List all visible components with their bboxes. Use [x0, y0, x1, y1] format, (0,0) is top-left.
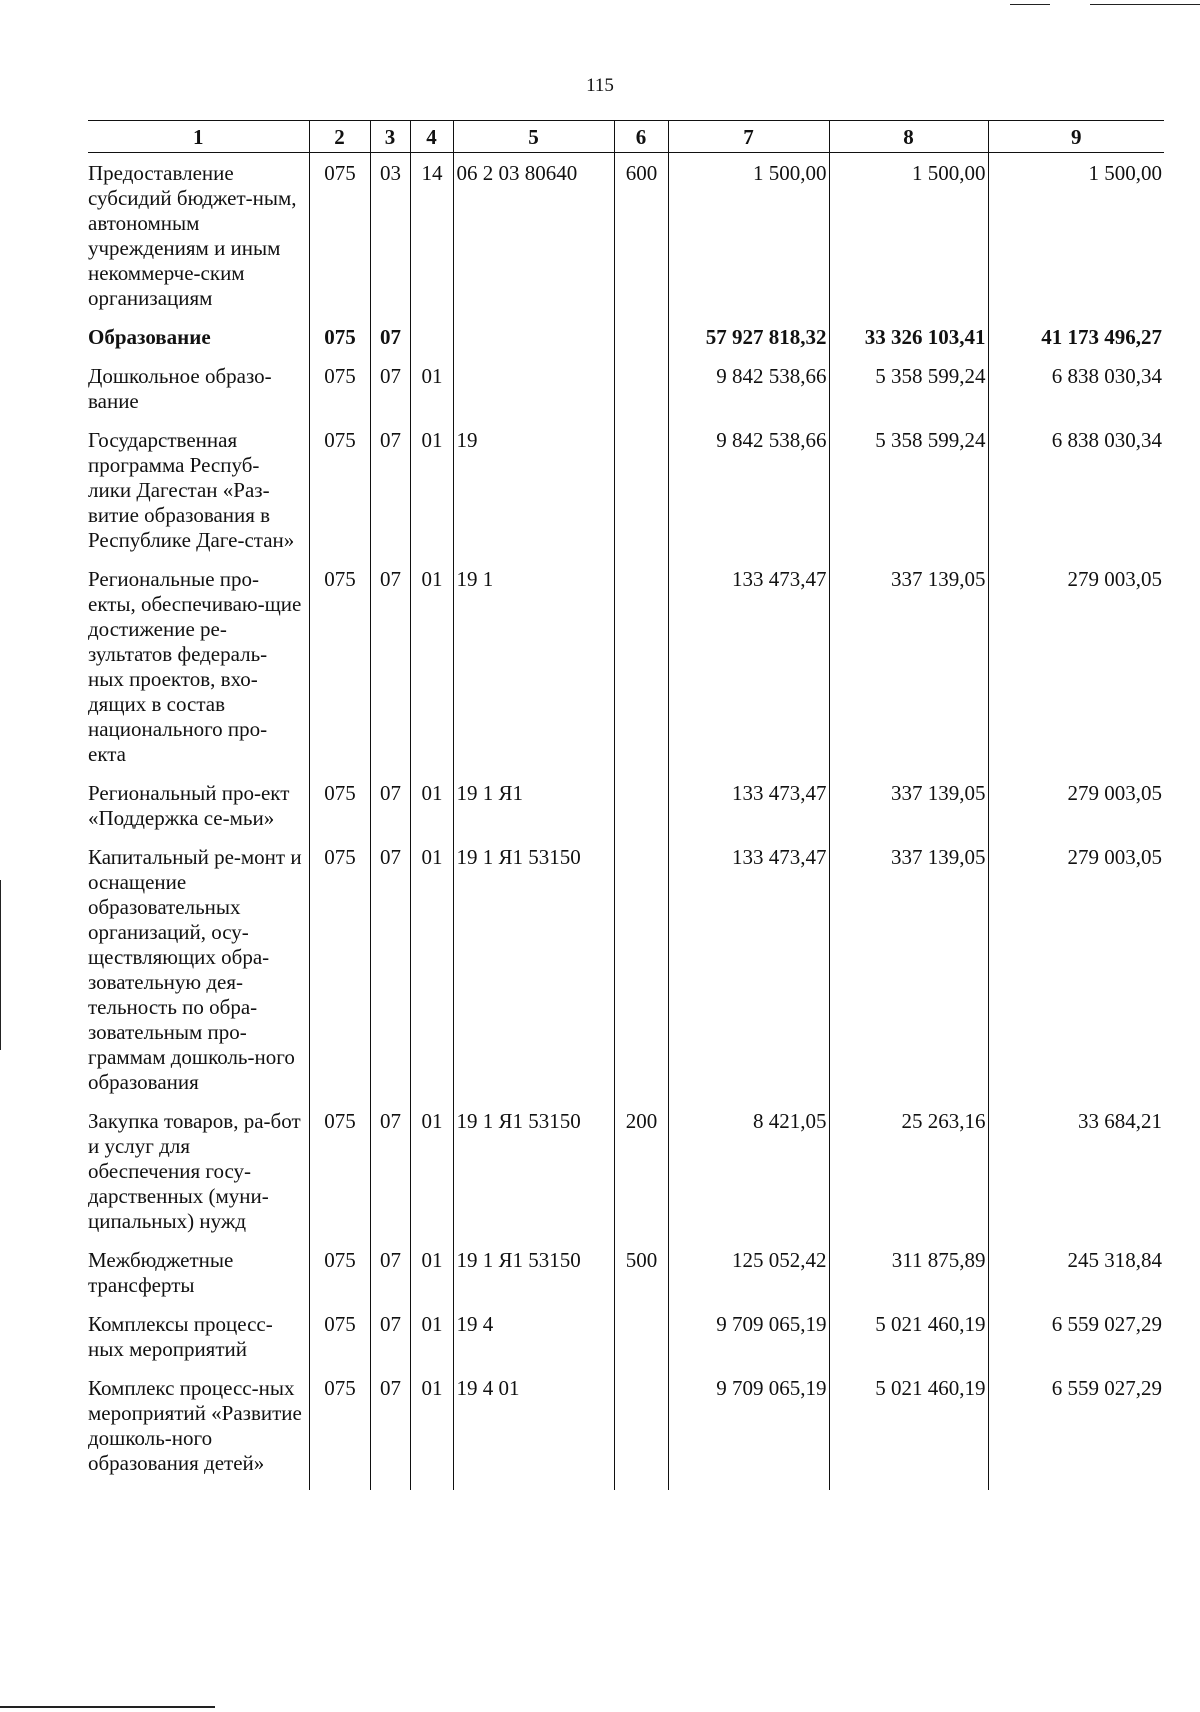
cell-col-6: 200: [614, 1109, 668, 1248]
cell-col-7: 1 500,00: [668, 153, 829, 326]
cell-col-2: 075: [309, 153, 370, 326]
cell-col-4: 14: [410, 153, 453, 326]
scan-mark-bottom: [0, 1706, 215, 1708]
column-header: 7: [668, 121, 829, 153]
table-row: [88, 567, 1164, 781]
cell-col-9: 41 173 496,27: [988, 325, 1164, 364]
table-row: [88, 153, 1164, 326]
cell-col-2: 075: [309, 325, 370, 364]
table-body: [88, 153, 1164, 1491]
cell-col-3: 07: [370, 325, 410, 364]
row-label: Региональный про-ект «Поддержка се-мьи»: [88, 781, 290, 830]
cell-col-3: 07: [370, 1248, 410, 1312]
table-row: [88, 1109, 1164, 1248]
cell-col-3: 07: [370, 1109, 410, 1248]
cell-col-2: 075: [309, 781, 370, 845]
row-label: Региональные про-екты, обеспечиваю-щие достижение ре-зультатов федераль-ных проектов, вхо-дящих в состав национального про-екта: [88, 567, 302, 766]
cell-col-7: 133 473,47: [668, 845, 829, 1109]
cell-col-3: 07: [370, 845, 410, 1109]
cell-col-8: 337 139,05: [829, 781, 988, 845]
cell-col-7: 133 473,47: [668, 781, 829, 845]
cell-col-4: 01: [410, 1312, 453, 1376]
cell-col-5: 19: [453, 428, 614, 567]
cell-col-7: 133 473,47: [668, 567, 829, 781]
cell-col-5: [453, 364, 614, 428]
scan-mark-top: [1090, 4, 1200, 5]
cell-col-8: 337 139,05: [829, 567, 988, 781]
cell-col-8: 1 500,00: [829, 153, 988, 326]
cell-col-6: [614, 1312, 668, 1376]
cell-col-6: [614, 781, 668, 845]
cell-col-4: 01: [410, 1376, 453, 1490]
cell-col-9: 6 559 027,29: [988, 1312, 1164, 1376]
cell-col-7: 9 709 065,19: [668, 1376, 829, 1490]
table-row: [88, 1248, 1164, 1312]
cell-col-3: 07: [370, 428, 410, 567]
cell-col-2: 075: [309, 428, 370, 567]
column-header: 3: [370, 121, 410, 153]
cell-col-6: [614, 428, 668, 567]
table-row: [88, 428, 1164, 567]
cell-col-7: 9 842 538,66: [668, 428, 829, 567]
cell-col-5: 19 4: [453, 1312, 614, 1376]
cell-col-4: 01: [410, 845, 453, 1109]
row-label: Закупка товаров, ра-бот и услуг для обеспечения госу-дарственных (муни-ципальных) нужд: [88, 1109, 301, 1233]
column-header: 2: [309, 121, 370, 153]
row-label: Межбюджетные трансферты: [88, 1248, 234, 1297]
cell-col-3: 07: [370, 781, 410, 845]
cell-col-2: 075: [309, 567, 370, 781]
cell-col-9: 33 684,21: [988, 1109, 1164, 1248]
cell-col-6: 500: [614, 1248, 668, 1312]
cell-col-5: 19 1 Я1: [453, 781, 614, 845]
scan-mark-top: [1010, 4, 1050, 5]
cell-col-6: [614, 1376, 668, 1490]
cell-col-4: 01: [410, 567, 453, 781]
column-header: 4: [410, 121, 453, 153]
column-header: 1: [88, 121, 309, 153]
cell-col-4: 01: [410, 364, 453, 428]
table-row: [88, 325, 1164, 364]
column-header: 8: [829, 121, 988, 153]
cell-col-6: 600: [614, 153, 668, 326]
column-header: 5: [453, 121, 614, 153]
cell-col-8: 5 021 460,19: [829, 1376, 988, 1490]
cell-col-4: 01: [410, 428, 453, 567]
cell-col-6: [614, 364, 668, 428]
row-label: Комплекс процесс-ных мероприятий «Развитие дошколь-ного образования детей»: [88, 1376, 302, 1475]
cell-col-8: 5 021 460,19: [829, 1312, 988, 1376]
cell-col-8: 311 875,89: [829, 1248, 988, 1312]
table-header: [88, 121, 1164, 153]
cell-col-2: 075: [309, 1376, 370, 1490]
cell-col-8: 5 358 599,24: [829, 364, 988, 428]
cell-col-8: 5 358 599,24: [829, 428, 988, 567]
cell-col-9: 6 838 030,34: [988, 364, 1164, 428]
cell-col-7: 125 052,42: [668, 1248, 829, 1312]
cell-col-2: 075: [309, 1248, 370, 1312]
table-row: [88, 781, 1164, 845]
cell-col-9: 279 003,05: [988, 567, 1164, 781]
column-header: 6: [614, 121, 668, 153]
cell-col-5: 19 1 Я1 53150: [453, 1109, 614, 1248]
cell-col-9: 279 003,05: [988, 781, 1164, 845]
cell-col-4: 01: [410, 781, 453, 845]
cell-col-7: 9 842 538,66: [668, 364, 829, 428]
cell-col-8: 337 139,05: [829, 845, 988, 1109]
cell-col-5: 06 2 03 80640: [453, 153, 614, 326]
cell-col-8: 33 326 103,41: [829, 325, 988, 364]
row-label: Образование: [88, 325, 211, 349]
cell-col-6: [614, 567, 668, 781]
cell-col-7: 9 709 065,19: [668, 1312, 829, 1376]
page-number: 115: [586, 75, 614, 96]
cell-col-9: 6 559 027,29: [988, 1376, 1164, 1490]
cell-col-4: 01: [410, 1109, 453, 1248]
cell-col-6: [614, 325, 668, 364]
table-row: [88, 364, 1164, 428]
cell-col-2: 075: [309, 845, 370, 1109]
cell-col-3: 03: [370, 153, 410, 326]
row-label: Капитальный ре-монт и оснащение образовательных организаций, осу-ществляющих обра-зовательную дея-тельность по обра-зовательным про-граммам дошколь-ного образования: [88, 845, 302, 1094]
cell-col-5: 19 1 Я1 53150: [453, 845, 614, 1109]
row-label: Дошкольное образо-вание: [88, 364, 272, 413]
table-row: [88, 845, 1164, 1109]
cell-col-9: 245 318,84: [988, 1248, 1164, 1312]
cell-col-4: 01: [410, 1248, 453, 1312]
row-label: Государственная программа Респуб-лики Дагестан «Раз-витие образования в Республике Даге-стан»: [88, 428, 295, 552]
row-label: Предоставление субсидий бюджет-ным, автономным учреждениям и иным некоммерче-ским организациям: [88, 161, 297, 310]
budget-table: [88, 120, 1164, 1490]
cell-col-6: [614, 845, 668, 1109]
cell-col-5: [453, 325, 614, 364]
cell-col-9: 1 500,00: [988, 153, 1164, 326]
table-row: [88, 1376, 1164, 1490]
cell-col-9: 279 003,05: [988, 845, 1164, 1109]
cell-col-2: 075: [309, 364, 370, 428]
cell-col-3: 07: [370, 1312, 410, 1376]
row-label: Комплексы процесс-ных мероприятий: [88, 1312, 273, 1361]
cell-col-2: 075: [309, 1109, 370, 1248]
table-row: [88, 1312, 1164, 1376]
cell-col-5: 19 1 Я1 53150: [453, 1248, 614, 1312]
cell-col-4: [410, 325, 453, 364]
cell-col-8: 25 263,16: [829, 1109, 988, 1248]
cell-col-7: 8 421,05: [668, 1109, 829, 1248]
cell-col-3: 07: [370, 567, 410, 781]
cell-col-9: 6 838 030,34: [988, 428, 1164, 567]
scan-mark-left: [0, 880, 1, 1050]
cell-col-5: 19 1: [453, 567, 614, 781]
cell-col-5: 19 4 01: [453, 1376, 614, 1490]
cell-col-3: 07: [370, 1376, 410, 1490]
cell-col-3: 07: [370, 364, 410, 428]
column-header: 9: [988, 121, 1164, 153]
cell-col-2: 075: [309, 1312, 370, 1376]
cell-col-7: 57 927 818,32: [668, 325, 829, 364]
